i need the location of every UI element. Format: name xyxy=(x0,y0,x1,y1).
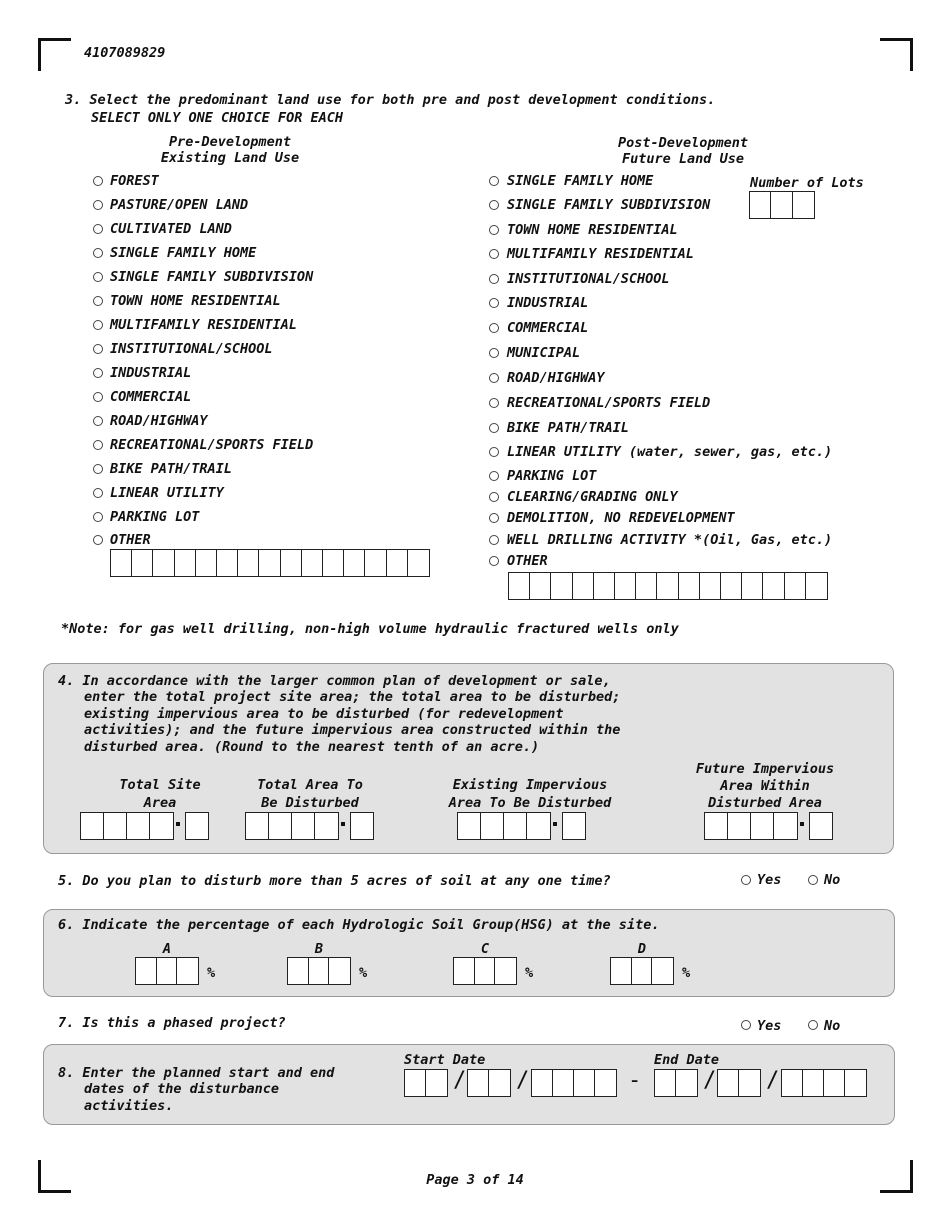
start-date-label: Start Date xyxy=(404,1052,486,1068)
pre-option-label: RECREATIONAL/SPORTS FIELD xyxy=(110,437,314,453)
post-other-input[interactable] xyxy=(508,572,828,600)
start-day-input[interactable] xyxy=(467,1069,511,1097)
gas-well-note: *Note: for gas well drilling, non-high volume hydraulic fractured wells only xyxy=(61,621,679,637)
post-option-label: COMMERCIAL xyxy=(507,320,589,336)
pre-option-radio[interactable] xyxy=(93,392,103,402)
end-date-label: End Date xyxy=(654,1052,720,1068)
post-option-radio[interactable] xyxy=(489,513,499,523)
pre-option-radio[interactable] xyxy=(93,440,103,450)
q7-no-label: No xyxy=(824,1018,841,1034)
pre-option-radio[interactable] xyxy=(93,176,103,186)
future-impervious-area-input[interactable] xyxy=(704,812,798,840)
hsg-percent-input[interactable] xyxy=(135,957,199,985)
document-id: 4107089829 xyxy=(84,45,166,61)
pre-option-label: MULTIFAMILY RESIDENTIAL xyxy=(110,317,297,333)
post-option-radio[interactable] xyxy=(489,492,499,502)
pre-option-label: CULTIVATED LAND xyxy=(110,221,232,237)
start-date-slash-2: / xyxy=(516,1068,530,1093)
end-day-input[interactable] xyxy=(717,1069,761,1097)
post-option-radio[interactable] xyxy=(489,348,499,358)
pre-option-label: FOREST xyxy=(110,173,159,189)
post-option-label: RECREATIONAL/SPORTS FIELD xyxy=(507,395,711,411)
q8-line-3: activities. xyxy=(84,1098,174,1114)
hsg-group-label: D xyxy=(637,941,647,957)
percent-sign: % xyxy=(525,965,534,981)
post-option-radio[interactable] xyxy=(489,373,499,383)
post-option-label: INSTITUTIONAL/SCHOOL xyxy=(507,271,670,287)
q4-line-4: activities); and the future impervious area constructed within the xyxy=(84,722,621,738)
post-option-label: CLEARING/GRADING ONLY xyxy=(507,489,678,505)
pre-option-label: PARKING LOT xyxy=(110,509,200,525)
pre-option-radio[interactable] xyxy=(93,224,103,234)
pre-option-radio[interactable] xyxy=(93,464,103,474)
number-of-lots-label: Number of Lots xyxy=(750,175,864,191)
q6-question: 6. Indicate the percentage of each Hydrologic Soil Group(HSG) at the site. xyxy=(58,917,660,933)
pre-option-radio[interactable] xyxy=(93,344,103,354)
total-site-area-label-2: Area xyxy=(143,795,177,811)
total-site-area-label-1: Total Site xyxy=(119,777,201,793)
hsg-percent-input[interactable] xyxy=(453,957,517,985)
pre-option-label: OTHER xyxy=(110,532,151,548)
future-impervious-area-decimal-input[interactable] xyxy=(809,812,833,840)
q5-yes-radio[interactable] xyxy=(741,875,751,885)
post-heading-1: Post-Development xyxy=(617,135,749,151)
percent-sign: % xyxy=(682,965,691,981)
total-area-disturbed-input[interactable] xyxy=(245,812,339,840)
existing-impervious-label-2: Area To Be Disturbed xyxy=(448,795,612,811)
pre-option-radio[interactable] xyxy=(93,535,103,545)
post-option-radio[interactable] xyxy=(489,274,499,284)
page-number: Page 3 of 14 xyxy=(426,1172,524,1188)
pre-option-label: COMMERCIAL xyxy=(110,389,192,405)
post-option-radio[interactable] xyxy=(489,176,499,186)
pre-option-label: LINEAR UTILITY xyxy=(110,485,224,501)
pre-heading-1: Pre-Development xyxy=(169,134,291,150)
pre-option-label: TOWN HOME RESIDENTIAL xyxy=(110,293,281,309)
post-option-label: PARKING LOT xyxy=(507,468,597,484)
q7-yes-label: Yes xyxy=(757,1018,782,1034)
q5-yes-label: Yes xyxy=(757,872,782,888)
post-option-radio[interactable] xyxy=(489,225,499,235)
end-year-input[interactable] xyxy=(781,1069,867,1097)
q8-line-2: dates of the disturbance xyxy=(84,1081,280,1097)
start-date-slash-1: / xyxy=(453,1068,467,1093)
pre-option-radio[interactable] xyxy=(93,320,103,330)
hsg-group-label: A xyxy=(162,941,172,957)
total-site-area-decimal-input[interactable] xyxy=(185,812,209,840)
post-option-label: MULTIFAMILY RESIDENTIAL xyxy=(507,246,694,262)
post-option-radio[interactable] xyxy=(489,298,499,308)
q3-question: 3. Select the predominant land use for both pre and post development conditions. xyxy=(65,92,716,108)
q3-instruction: SELECT ONLY ONE CHOICE FOR EACH xyxy=(91,110,343,126)
total-disturbed-label-1: Total Area To xyxy=(257,777,363,793)
post-option-radio[interactable] xyxy=(489,398,499,408)
post-option-radio[interactable] xyxy=(489,323,499,333)
hsg-group-label: C xyxy=(480,941,490,957)
pre-option-radio[interactable] xyxy=(93,416,103,426)
post-option-label: WELL DRILLING ACTIVITY *(Oil, Gas, etc.) xyxy=(507,532,833,548)
hsg-percent-input[interactable] xyxy=(610,957,674,985)
q4-line-3: existing impervious area to be disturbed (for redevelopment xyxy=(84,706,564,722)
number-of-lots-input[interactable] xyxy=(749,191,815,219)
end-date-slash-2: / xyxy=(766,1068,780,1093)
q4-line-5: disturbed area. (Round to the nearest tenth of an acre.) xyxy=(84,739,540,755)
pre-option-radio[interactable] xyxy=(93,488,103,498)
pre-option-label: INSTITUTIONAL/SCHOOL xyxy=(110,341,273,357)
corner-mark-bottom-left xyxy=(38,1160,71,1193)
post-option-label: TOWN HOME RESIDENTIAL xyxy=(507,222,678,238)
post-option-label: LINEAR UTILITY (water, sewer, gas, etc.) xyxy=(507,444,833,460)
post-option-radio[interactable] xyxy=(489,535,499,545)
pre-option-radio[interactable] xyxy=(93,296,103,306)
pre-option-radio[interactable] xyxy=(93,272,103,282)
decimal-point xyxy=(176,822,180,826)
percent-sign: % xyxy=(207,965,216,981)
decimal-point xyxy=(341,822,345,826)
post-option-radio[interactable] xyxy=(489,556,499,566)
q5-no-label: No xyxy=(824,872,841,888)
post-option-radio[interactable] xyxy=(489,471,499,481)
pre-option-label: PASTURE/OPEN LAND xyxy=(110,197,249,213)
post-option-label: OTHER xyxy=(507,553,548,569)
pre-option-label: SINGLE FAMILY HOME xyxy=(110,245,257,261)
post-option-radio[interactable] xyxy=(489,423,499,433)
post-option-label: SINGLE FAMILY SUBDIVISION xyxy=(507,197,711,213)
decimal-point xyxy=(800,822,804,826)
post-option-label: INDUSTRIAL xyxy=(507,295,589,311)
post-option-label: SINGLE FAMILY HOME xyxy=(507,173,654,189)
end-date-slash-1: / xyxy=(703,1068,717,1093)
q7-no-radio[interactable] xyxy=(808,1020,818,1030)
future-impervious-label-3: Disturbed Area xyxy=(708,795,822,811)
post-option-label: BIKE PATH/TRAIL xyxy=(507,420,629,436)
q7-question: 7. Is this a phased project? xyxy=(58,1015,286,1031)
post-option-label: ROAD/HIGHWAY xyxy=(507,370,605,386)
pre-other-input[interactable] xyxy=(110,549,430,577)
pre-option-label: SINGLE FAMILY SUBDIVISION xyxy=(110,269,314,285)
decimal-point xyxy=(553,822,557,826)
pre-option-label: BIKE PATH/TRAIL xyxy=(110,461,232,477)
post-option-label: MUNICIPAL xyxy=(507,345,581,361)
pre-option-radio[interactable] xyxy=(93,512,103,522)
start-month-input[interactable] xyxy=(404,1069,448,1097)
pre-option-radio[interactable] xyxy=(93,368,103,378)
post-option-label: DEMOLITION, NO REDEVELOPMENT xyxy=(507,510,735,526)
percent-sign: % xyxy=(359,965,368,981)
q8-line-1: 8. Enter the planned start and end xyxy=(58,1065,335,1081)
hsg-percent-input[interactable] xyxy=(287,957,351,985)
total-disturbed-label-2: Be Disturbed xyxy=(261,795,359,811)
existing-impervious-label-1: Existing Impervious xyxy=(452,777,608,793)
q7-yes-radio[interactable] xyxy=(741,1020,751,1030)
q5-question: 5. Do you plan to disturb more than 5 acres of soil at any one time? xyxy=(58,873,611,889)
post-option-radio[interactable] xyxy=(489,249,499,259)
pre-option-label: ROAD/HIGHWAY xyxy=(110,413,208,429)
q4-line-1: 4. In accordance with the larger common plan of development or sale, xyxy=(58,673,611,689)
pre-option-radio[interactable] xyxy=(93,200,103,210)
total-site-area-input[interactable] xyxy=(80,812,174,840)
future-impervious-label-1: Future Impervious xyxy=(695,761,835,777)
corner-mark-top-left xyxy=(38,38,71,71)
post-heading-2: Future Land Use xyxy=(622,151,744,167)
q4-line-2: enter the total project site area; the total area to be disturbed; xyxy=(84,689,621,705)
end-month-input[interactable] xyxy=(654,1069,698,1097)
date-range-dash: - xyxy=(628,1068,642,1093)
existing-impervious-area-input[interactable] xyxy=(457,812,551,840)
pre-heading-2: Existing Land Use xyxy=(160,150,300,166)
q5-no-radio[interactable] xyxy=(808,875,818,885)
corner-mark-top-right xyxy=(880,38,913,71)
start-year-input[interactable] xyxy=(531,1069,617,1097)
future-impervious-label-2: Area Within xyxy=(720,778,810,794)
pre-option-radio[interactable] xyxy=(93,248,103,258)
existing-impervious-area-decimal-input[interactable] xyxy=(562,812,586,840)
hsg-group-label: B xyxy=(314,941,324,957)
corner-mark-bottom-right xyxy=(880,1160,913,1193)
post-option-radio[interactable] xyxy=(489,200,499,210)
total-area-disturbed-decimal-input[interactable] xyxy=(350,812,374,840)
pre-option-label: INDUSTRIAL xyxy=(110,365,192,381)
post-option-radio[interactable] xyxy=(489,447,499,457)
